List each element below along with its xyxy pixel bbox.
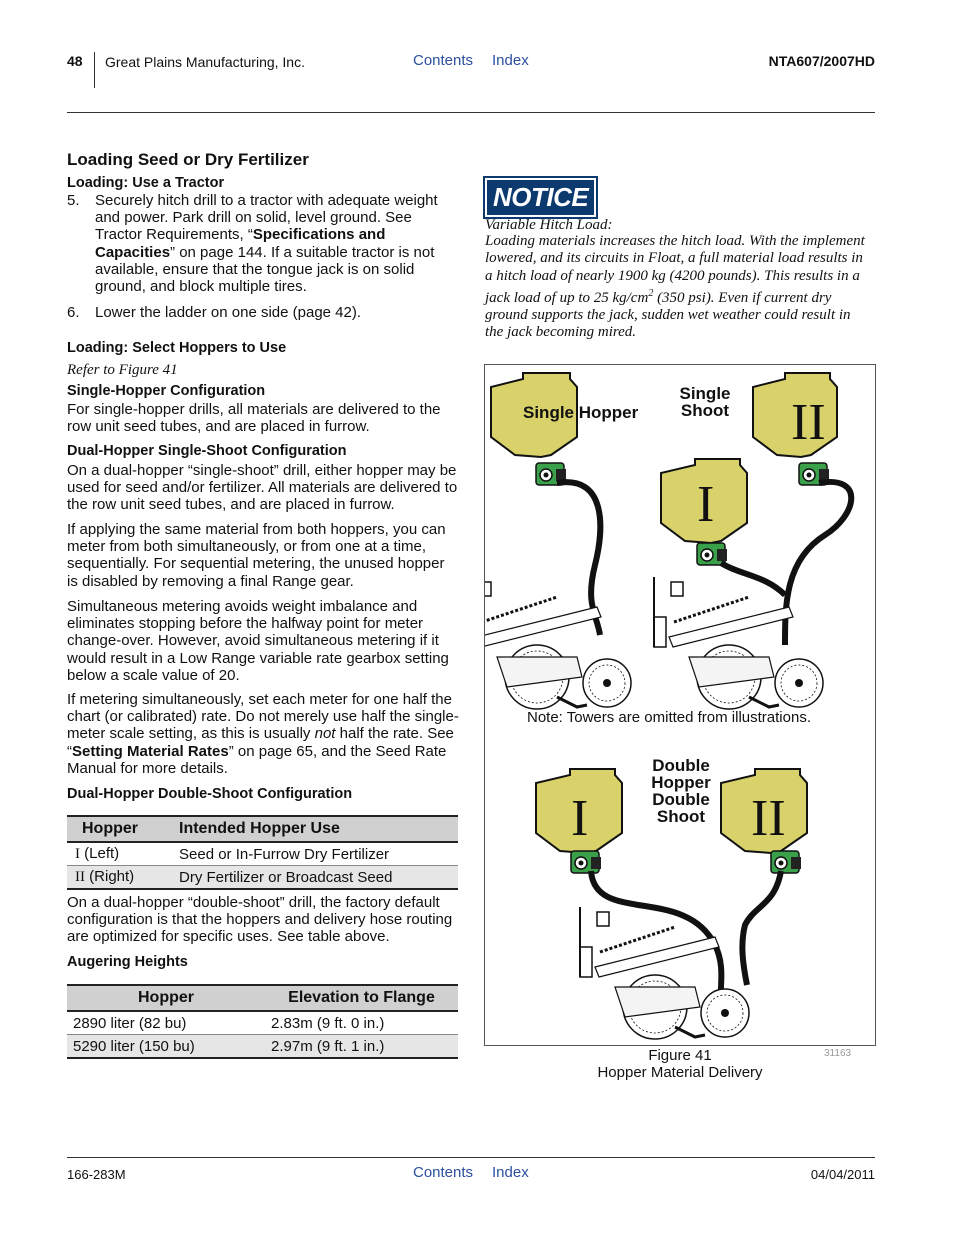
roman-i-bottom: I [571, 790, 589, 847]
table-row [67, 1011, 458, 1035]
table-row [67, 1035, 458, 1059]
table-header-row [67, 985, 458, 1011]
notice-text-a: Loading materials increases the hitch load. With the implement lowered, and its circuits in Float, a full material load results in a hitch load of nearly 1900 kg (4200 pounds). This results in a jack load of up to 25 kg/cm [485, 233, 865, 306]
notice-badge: NOTICE [485, 178, 596, 217]
table-cell: 5290 liter (150 bu) [67, 1035, 265, 1059]
table-cell: Dry Fertilizer or Broadcast Seed [173, 866, 458, 890]
hopper-use-table [67, 815, 458, 890]
notice-superscript: 2 [648, 287, 654, 299]
table-row [67, 866, 458, 890]
roman-ii-top: II [791, 394, 826, 451]
half-rate-text-b: half the rate. See “ [67, 725, 454, 760]
figure-number: Figure 41 [648, 1047, 712, 1064]
art-id: 31163 [824, 1048, 852, 1059]
subsection-use-tractor: Loading: Use a Tractor [67, 175, 225, 191]
roman-ii-bottom: II [751, 790, 786, 847]
label-single-hopper: Single Hopper [523, 403, 639, 422]
step-5-text-b: ” on page 144. If a suitable tractor is not available, ensure that the tongue jack is on solid ground, and block multiple tires. [95, 243, 435, 296]
page-number: 48 [67, 53, 83, 69]
simultaneous-paragraph: Simultaneous metering avoids weight imbalance and eliminates stopping before the halfway point for meter change-over. However, avoid simultaneous metering if it would result in a Low Range variable rate gearbox setting below a scale value of 20. [67, 598, 449, 684]
figure-note: Note: Towers are omitted from illustrations. [527, 709, 811, 726]
step-6-number: 6. [67, 304, 80, 321]
roman-numeral: I [75, 846, 80, 862]
half-rate-not: not [314, 725, 336, 743]
step-5-bold: Specifications and Capacities [95, 226, 386, 261]
table-header-cell: Elevation to Flange [265, 985, 458, 1011]
table-cell: (Left) [84, 845, 120, 862]
step-5-text-a: Securely hitch drill to a tractor with adequate weight and power. Park drill on solid, level ground. See Tractor Requirements, “ [95, 192, 438, 244]
step-5 [67, 192, 459, 295]
table-cell: 2890 liter (82 bu) [73, 1014, 187, 1032]
roman-i-top: I [697, 476, 715, 533]
roman-numeral: II [75, 869, 85, 885]
double-shoot-paragraph: On a dual-hopper “double-shoot” drill, the factory default configuration is that the hoppers and delivery hose routing are optimized for specific uses. See table above. [67, 894, 453, 946]
refer-figure: Refer to Figure 41 [67, 362, 178, 378]
notice-text-b: (350 psi). Even if current dry ground supports the jack, sudden wet weather could result in the jack becoming mired. [485, 289, 851, 341]
subsection-select-hoppers: Loading: Select Hoppers to Use [67, 340, 287, 356]
dual-single-shoot-text: On a dual-hopper “single-shoot” drill, either hopper may be used for seed and/or fertilizer. All materials are delivered to the row unit seed tubes, and are placed in furrow. [67, 462, 458, 514]
section-title: Loading Seed or Dry Fertilizer [67, 150, 309, 169]
table-header-row [67, 816, 458, 842]
table-cell: 2.97m (9 ft. 1 in.) [265, 1035, 458, 1059]
half-rate-paragraph [67, 691, 459, 777]
table-header-cell: Hopper [67, 816, 173, 842]
footer-rule [67, 1157, 875, 1158]
single-hopper-text: For single-hopper drills, all materials are delivered to the row unit seed tubes, and are placed in furrow. [67, 401, 441, 436]
same-material-paragraph: If applying the same material from both hoppers, you can meter from both simultaneously, or from one at a time, sequentially. For sequential metering, the unused hopper is disabled by removing a final Range gear. [67, 521, 446, 590]
table-cell: (Right) [89, 868, 135, 885]
table-header-cell: Hopper [67, 985, 265, 1011]
footer-contents-link[interactable]: Contents [413, 1164, 474, 1181]
notice-title: Variable Hitch Load: [485, 217, 613, 233]
half-rate-text-c: ” on page 65, and the Seed Rate Manual for more details. [67, 742, 447, 777]
table-cell: Seed or In-Furrow Dry Fertilizer [179, 845, 390, 863]
augering-table [67, 984, 458, 1059]
table-cell: 2.83m (9 ft. 0 in.) [271, 1014, 385, 1032]
dual-double-shoot-title: Dual-Hopper Double-Shoot Configuration [67, 786, 353, 802]
step-6 [67, 304, 459, 321]
table-header-cell: Intended Hopper Use [173, 816, 458, 842]
header-rule [67, 112, 875, 113]
dual-single-shoot-title: Dual-Hopper Single-Shoot Configuration [67, 443, 347, 459]
step-5-number: 5. [67, 192, 80, 209]
figure-title: Hopper Material Delivery [597, 1064, 763, 1081]
notice-text [485, 233, 870, 342]
index-link[interactable]: Index [492, 52, 529, 69]
figure-illustration [485, 365, 875, 1045]
label-single-shoot: Single Shoot [679, 384, 731, 420]
contents-link[interactable]: Contents [413, 52, 474, 69]
company-name: Great Plains Manufacturing, Inc. [105, 54, 305, 70]
doc-number: 166-283M [67, 1167, 126, 1182]
step-6-text: Lower the ladder on one side (page 42). [95, 304, 362, 321]
model-number: NTA607/2007HD [768, 53, 875, 69]
half-rate-bold: Setting Material Rates [72, 742, 229, 760]
augering-heights-title: Augering Heights [67, 954, 188, 970]
footer-index-link[interactable]: Index [492, 1164, 529, 1181]
single-hopper-title: Single-Hopper Configuration [67, 383, 266, 399]
header-divider [94, 52, 95, 88]
footer-date: 04/04/2011 [810, 1167, 875, 1182]
table-row [67, 842, 458, 866]
half-rate-text-a: If metering simultaneously, set each meter for one half the chart (or calibrated) rate. Do not merely use half the single-meter scale setting, as this is usually [67, 691, 459, 743]
figure-caption [484, 1047, 876, 1081]
label-double-shoot: Double Hopper Double Shoot [651, 756, 711, 826]
figure-41 [484, 364, 876, 1046]
